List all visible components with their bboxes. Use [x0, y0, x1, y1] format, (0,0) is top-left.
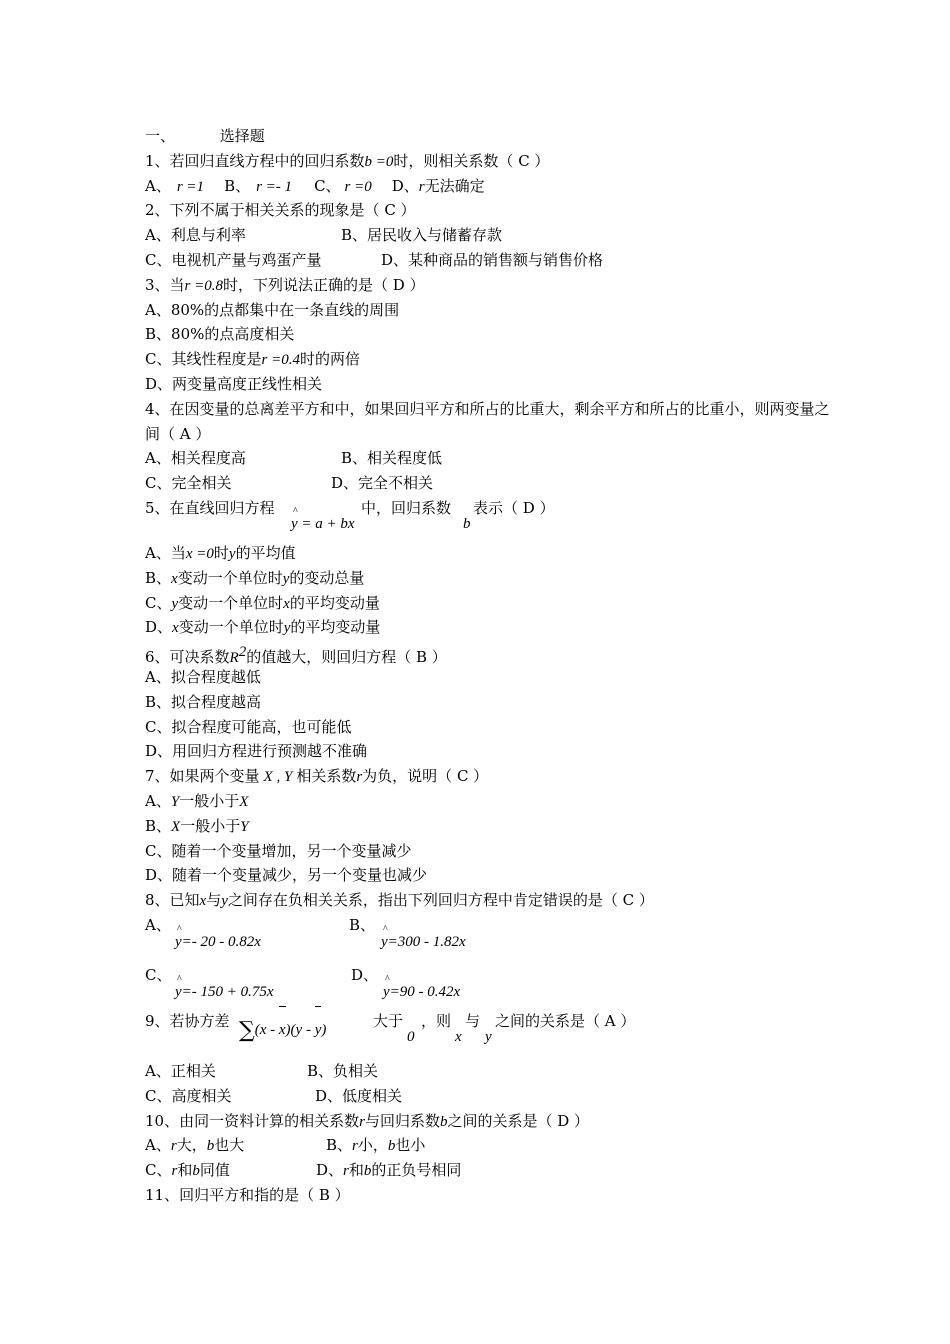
question-5-option-b: B、x变动一个单位时y的变动总量: [145, 568, 365, 587]
question-7: 7、如果两个变量 X , Y 相关系数r为负，说明（ C ）: [145, 767, 489, 786]
question-3-option-d: D、两变量高度正线性相关: [145, 374, 323, 393]
question-6-option-b: B、拟合程度越高: [145, 692, 262, 711]
question-9-options-cd: C、高度相关 D、低度相关: [145, 1086, 403, 1105]
question-6-option-d: D、用回归方程进行预测越不准确: [145, 742, 368, 761]
question-5-option-c: C、y变动一个单位时x的平均变动量: [145, 593, 380, 612]
section-title-text: 一、 选择题: [145, 127, 265, 145]
question-8-options-ab: A、 ^ y=- 20 - 0.82x B、 ^ y=300 - 1.82x: [145, 913, 835, 963]
question-4-options-ab: A、相关程度高 B、相关程度低: [145, 449, 443, 468]
question-5-option-a: A、当x =0时y的平均值: [145, 543, 296, 562]
question-10-options-ab: A、r大，b也大 B、r小，b也小: [145, 1136, 426, 1155]
question-4: 4、在因变量的总离差平方和中，如果回归平方和所占的比重大，剩余平方和所占的比重小，则两变量之间（ A ）: [145, 399, 830, 443]
question-10-options-cd: C、r和b同值 D、r和b的正负号相同: [145, 1161, 462, 1180]
document-page: [145, 124, 835, 1208]
question-3-option-a: A、80%的点都集中在一条直线的周围: [145, 300, 400, 319]
question-6: 6、可决系数$R^2$的值越大，则回归方程（ B ）: [145, 644, 447, 667]
question-3-option-c: C、其线性程度是r =0.4时的两倍: [145, 350, 360, 369]
question-3: 3、当r =0.8时，下列说法正确的是（ D ）: [145, 275, 425, 294]
question-7-option-c: C、随着一个变量增加，另一个变量减少: [145, 841, 412, 860]
question-6-option-c: C、拟合程度可能高，也可能低: [145, 717, 352, 736]
question-5-option-d: D、x变动一个单位时y的平均变动量: [145, 618, 381, 637]
question-7-option-a: A、Y一般小于X: [145, 791, 249, 810]
question-5: 5、在直线回归方程 ^ y = a + bx 中，回归系数 b 表示（ D ）: [145, 496, 835, 541]
question-3-option-b: B、80%的点高度相关: [145, 325, 295, 344]
question-2: 2、下列不属于相关关系的现象是（ C ）: [145, 201, 416, 220]
question-1-options: A、 r =1 B、 r =- 1 C、 r =0 D、r无法确定: [145, 176, 485, 195]
question-2-options-ab: A、利息与利率 B、居民收入与储蓄存款: [145, 226, 503, 245]
question-11: 11、回归平方和指的是（ B ）: [145, 1185, 350, 1204]
question-1: 1、若回归直线方程中的回归系数b =0时，则相关系数（ C ）: [145, 151, 550, 170]
question-9-options-ab: A、正相关 B、负相关: [145, 1061, 379, 1080]
question-6-option-a: A、拟合程度越低: [145, 667, 261, 686]
question-7-option-d: D、随着一个变量减少，另一个变量也减少: [145, 866, 428, 885]
question-2-options-cd: C、电视机产量与鸡蛋产量 D、某种商品的销售额与销售价格: [145, 250, 604, 269]
question-4-options-cd: C、完全相关 D、完全不相关: [145, 474, 434, 493]
question-10: 10、由同一资料计算的相关系数r与回归系数b之间的关系是（ D ）: [145, 1111, 590, 1130]
question-9: 9、若协方差 ∑(x - x)(y - y) 大于 0 ，则 x 与 y 之间的关系是（ A ）: [145, 1011, 636, 1045]
question-7-option-b: B、X一般小于Y: [145, 816, 249, 835]
section-title: [145, 124, 835, 149]
question-8-options-cd: C、 ^ y=- 150 + 0.75x D、 ^ y=90 - 0.42x: [145, 963, 835, 1009]
question-8: 8、已知x与y之间存在负相关关系，指出下列回归方程中肯定错误的是（ C ）: [145, 891, 654, 910]
